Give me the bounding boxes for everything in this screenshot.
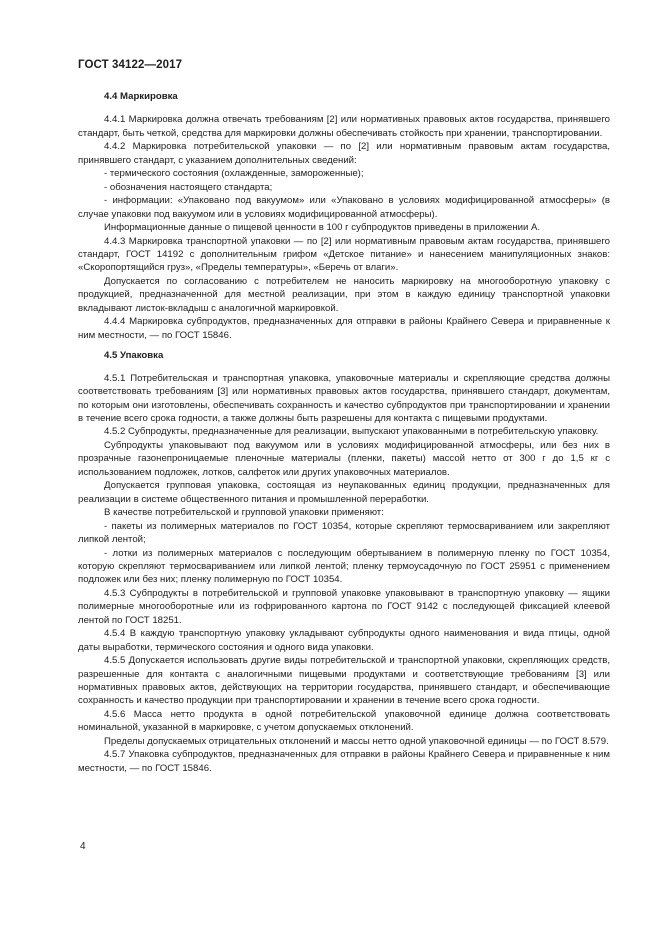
paragraph-4-5-4: 4.5.4 В каждую транспортную упаковку укладывают субпродукты одного наименования и вида птицы, одной даты выработки, термического состояния и одного вида упаковки. (78, 628, 610, 653)
paragraph-4-5-7: 4.5.7 Упаковка субпродуктов, предназначенных для отправки в районы Крайнего Севера и приравненные к ним местности, — по ГОСТ 15846. (78, 749, 610, 774)
list-item-standard-designation: - обозначения настоящего стандарта; (104, 181, 273, 193)
paragraph-4-4-3: 4.4.3 Маркировка транспортной упаковки — по [2] или нормативным правовым актам государства, принявшего стандарт, ГОСТ 14192 с дополнительным грифом «Детское питание» и нанесением манипуляционных знаков: «Скоропортящийся груз», «Пределы температуры», «Беречь от влаги». (78, 235, 610, 274)
paragraph-returnable-packaging: Допускается по согласованию с потребителем не наносить маркировку на многооборотную упаковку с продукцией, предназначенной для местной реализации, при этом в каждую единицу транспортной упаковки вкладывают листок-вкладыш с аналогичной маркировкой. (78, 275, 610, 314)
paragraph-4-4-2: 4.4.2 Маркировка потребительской упаковки — по [2] или нормативным правовым актам государства, принявшего стандарт, с указанием дополнительных сведений: (78, 141, 610, 166)
paragraph-packaging-types-intro: В качестве потребительской и групповой упаковки применяют: (104, 507, 384, 519)
document-header: ГОСТ 34122—2017 (78, 59, 183, 71)
list-item-packaging-info: - информации: «Упаковано под вакуумом» или «Упаковано в условиях модифицированной атмосферы» (в случае упаковки под вакуумом или в условиях модифицированной атмосферы). (78, 195, 610, 220)
paragraph-tolerance-limits: Пределы допускаемых отрицательных отклонений и массы нетто одной упаковочной единицы — по ГОСТ 8.579. (104, 735, 609, 747)
paragraph-vacuum-packaging: Субпродукты упаковывают под вакуумом или в условиях модифицированной атмосферы, или без них в прозрачные газонепроницаемые пленочные материалы (пленки, пакеты) массой нетто от 300 г до 1,5 кг с использованием подложек, лотков, салфеток или других упаковочных материалов. (78, 439, 610, 478)
paragraph-group-packaging: Допускается групповая упаковка, состоящая из неупакованных единиц продукции, предназначенных для реализации в системе общественного питания и промышленной переработки. (78, 480, 610, 505)
paragraph-4-4-1: 4.4.1 Маркировка должна отвечать требованиям [2] или нормативных правовых актов государства, принявшего стандарт, быть четкой, средства для маркировки должны обеспечивать стойкость при хранении, транспортировании. (78, 114, 610, 139)
paragraph-4-5-3: 4.5.3 Субпродукты в потребительской и групповой упаковке упаковывают в транспортную упаковку — ящики полимерные многооборотные или из гофрированного картона по ГОСТ 9142 с последующей фиксацией клеевой лентой по ГОСТ 18251. (78, 587, 610, 626)
paragraph-4-5-1: 4.5.1 Потребительская и транспортная упаковка, упаковочные материалы и скрепляющие средства должны соответствовать требованиям [3] или нормативных правовых актов государства, принявшего стандарт, документам, по которым они изготовлены, обеспечивать сохранность и качество субпродуктов при транспортировании и хранении в течение всего срока годности, а также должны быть разрешены для контакта с пищевыми продуктами. (78, 372, 610, 424)
paragraph-nutrition-info: Информационные данные о пищевой ценности в 100 г субпродуктов приведены в приложении А. (104, 222, 541, 234)
list-item-bags: - пакеты из полимерных материалов по ГОСТ 10354, которые скрепляют термосвариванием или закрепляют липкой лентой; (78, 520, 610, 546)
paragraph-4-5-6: 4.5.6 Масса нетто продукта в одной потребительской упаковочной единице должна соответствовать номинальной, указанной в маркировке, с учетом допускаемых отклонений. (78, 708, 610, 734)
document-body (78, 90, 610, 775)
page-number: 4 (80, 841, 86, 852)
list-item-thermal-state: - термического состояния (охлажденные, замороженные); (104, 168, 364, 180)
paragraph-4-5-5: 4.5.5 Допускается использовать другие виды потребительской и транспортной упаковки, скрепляющих средств, разрешенные для контакта с аналогичными пищевыми продуктами и соответствующие требованиям [3] или нормативных правовых актов, действующих на территории государства, принявшего стандарт, и обеспечивающие сохранность и качество продукции при транспортировании и хранении в течение всего срока годности. (78, 655, 610, 707)
list-item-trays: - лотки из полимерных материалов с последующим обертыванием в полимерную пленку по ГОСТ 10354, которую скрепляют термосвариванием или липкой лентой; пленку термоусадочную по ГОСТ 25951 с применением подложек или без них; пленку полимерную по ГОСТ 10354. (78, 547, 610, 586)
paragraph-4-5-2: 4.5.2 Субпродукты, предназначенные для реализации, выпускают упакованными в потребительскую упаковку. (104, 426, 599, 438)
paragraph-4-4-4: 4.4.4 Маркировка субпродуктов, предназначенных для отправки в районы Крайнего Севера и приравненные к ним местности, — по ГОСТ 15846. (78, 316, 610, 341)
section-4-5-heading: 4.5 Упаковка (104, 350, 164, 362)
section-4-4-heading: 4.4 Маркировка (104, 91, 178, 102)
